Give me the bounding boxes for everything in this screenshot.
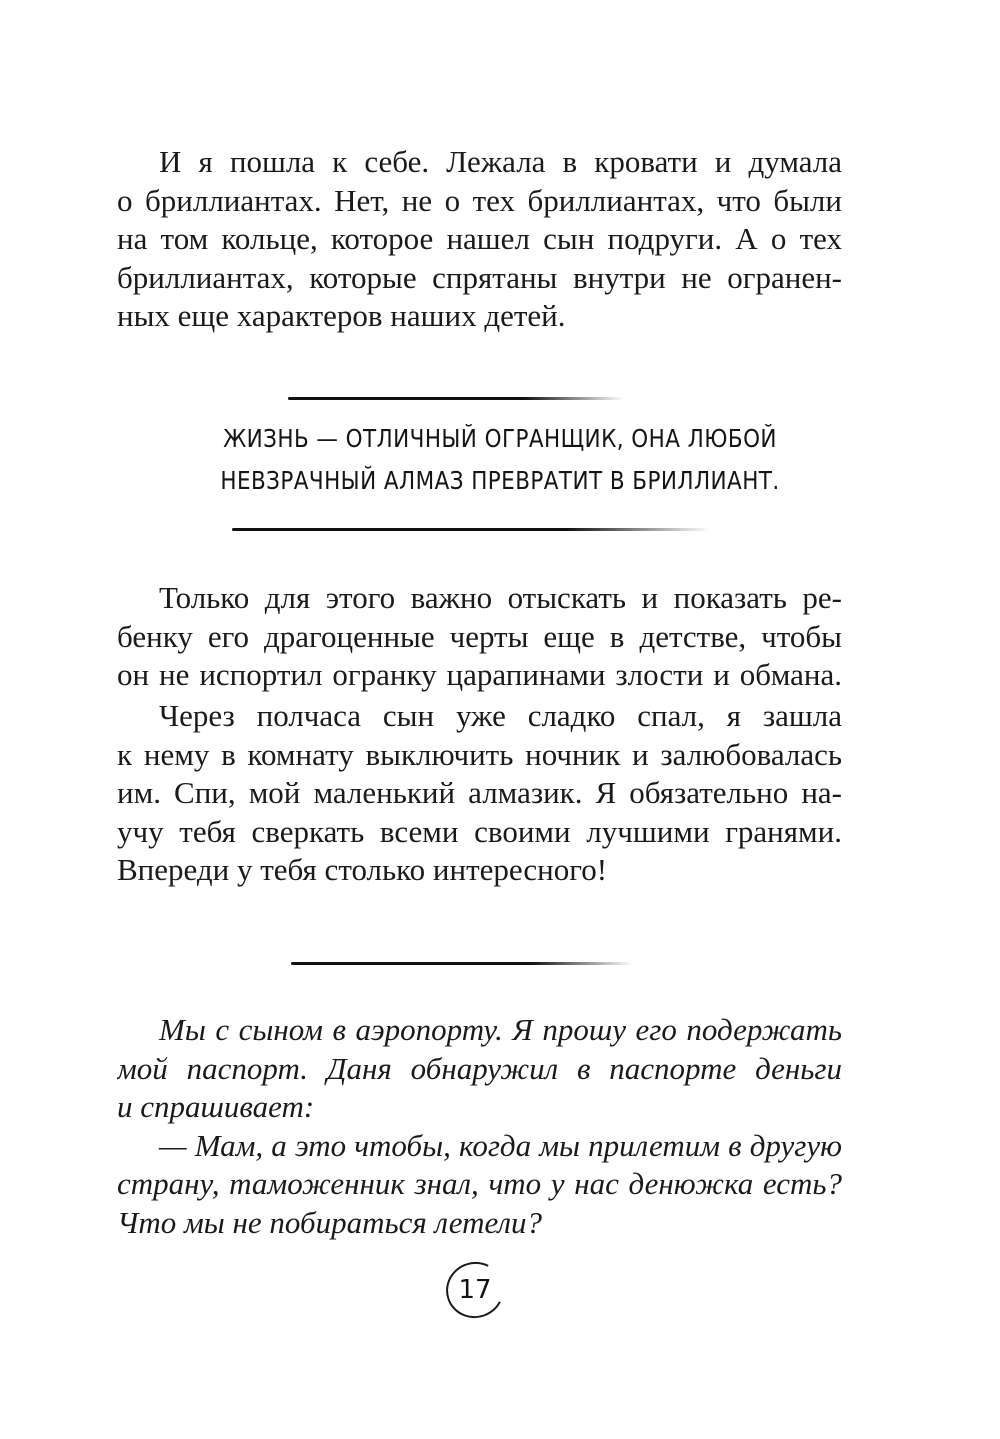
section-divider bbox=[291, 962, 633, 965]
paragraph-diamonds bbox=[117, 143, 842, 336]
text-line: — Мам, а это чтобы, когда мы прилетим в другую bbox=[159, 1127, 842, 1163]
text-line: ных еще характеров наших детей. bbox=[117, 298, 566, 333]
story-airport bbox=[117, 1011, 842, 1242]
page-number: 17 bbox=[458, 1275, 492, 1305]
text-line: Через полчаса сын уже сладко спал, я зашла bbox=[159, 698, 842, 733]
quote-line: НЕВЗРАЧНЫЙ АЛМАЗ ПРЕВРАТИТ В БРИЛЛИАНТ. bbox=[220, 466, 780, 495]
text-line: страну, таможенник знал, что у нас денюжка есть? bbox=[117, 1166, 842, 1201]
text-line: Только для этого важно отыскать и показать ре- bbox=[159, 580, 842, 615]
text-line: Впереди у тебя столько интересного! bbox=[117, 852, 608, 887]
text-line: он не испортил огранку царапинами злости и обмана. bbox=[117, 657, 842, 692]
paragraph-half-hour-later bbox=[117, 697, 842, 890]
text-line: мой паспорт. Даня обнаружил в паспорте деньги bbox=[117, 1050, 842, 1086]
text-line: Что мы не побираться летели? bbox=[117, 1204, 543, 1240]
text-line: им. Спи, мой маленький алмазик. Я обязательно на- bbox=[117, 775, 842, 810]
text-line: на том кольце, которое нашел сын подруги. А о тех bbox=[117, 221, 842, 256]
text-line: Мы с сыном в аэропорту. Я прошу его подержать bbox=[159, 1012, 842, 1047]
text-line: бриллиантах, которые спрятаны внутри не огранен- bbox=[117, 259, 842, 295]
text-line: и спрашивает: bbox=[117, 1089, 315, 1124]
text-line: учу тебя сверкать всеми своими лучшими гранями. bbox=[117, 813, 842, 849]
text-line: к нему в комнату выключить ночник и залюбовалась bbox=[117, 736, 842, 772]
text-line: бенку его драгоценные черты еще в детстве, чтобы bbox=[117, 618, 842, 654]
quote-top-divider bbox=[288, 397, 624, 400]
paragraph-only-for-this bbox=[117, 579, 842, 695]
quote-block bbox=[199, 418, 801, 502]
text-line: о бриллиантах. Нет, не о тех бриллиантах, что были bbox=[117, 182, 842, 218]
text-line: И я пошла к себе. Лежала в кровати и думала bbox=[159, 144, 842, 179]
quote-line: ЖИЗНЬ — ОТЛИЧНЫЙ ОГРАНЩИК, ОНА ЛЮБОЙ bbox=[223, 424, 777, 453]
quote-bottom-divider bbox=[232, 528, 710, 531]
